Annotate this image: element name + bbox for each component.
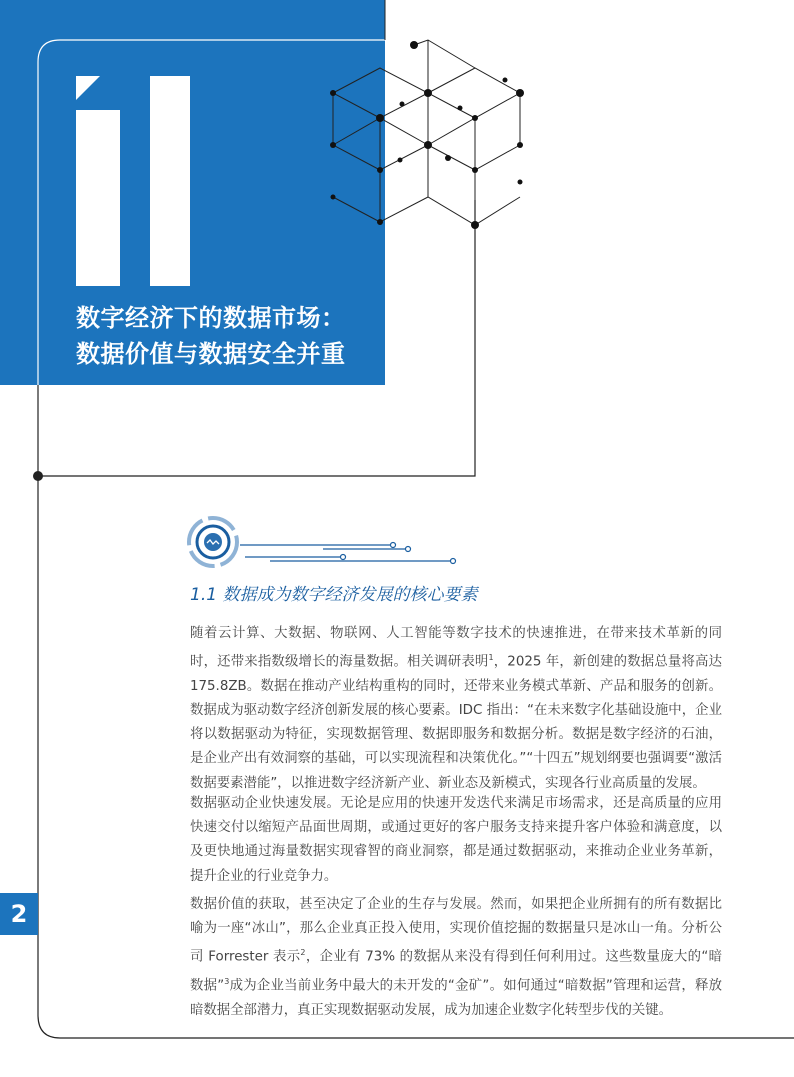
chapter-title-line1: 数字经济下的数据市场： <box>76 304 346 332</box>
footnote-ref[interactable]: 2 <box>300 948 306 958</box>
network-cube-graphic <box>333 40 520 225</box>
paragraph-text: 随着云计算、大数据、物联网、人工智能等数字技术的快速推进，在带来技术革新的同时，还带来指数级增长的海量数据。相关调研表明 <box>190 626 722 670</box>
chapter-title-line2: 数据价值与数据安全并重 <box>76 340 346 368</box>
paragraph-text: ，企业有 73% 的数据从来没有得到任何利用过。这些数量庞大的“暗数据” <box>190 949 722 994</box>
page-number: 2 <box>0 893 38 935</box>
paragraph-text: 数据驱动企业快速发展。无论是应用的快速开发迭代来满足市场需求，还是高质量的应用快速交付以缩短产品面世周期，或通过更好的客户服务支持来提升客户体验和满意度，以及更快地通过海量数据实现睿智的商业洞察，都是通过数据驱动，来推动企业业务革新，提升企业的行业竞争力。 <box>190 796 722 884</box>
paragraph-text: ，2025 年，新创建的数据总量将高达 175.8ZB。数据在推动产业结构重构的同时，还带来业务模式革新、产品和服务的创新。数据成为驱动数字经济创新发展的核心要素。IDC 指出：“在未来数字化基础设施中，企业将以数据驱动为特征，实现数据管理、数据即服务和数据分析。数据是数字经济的石油，是企业产出有效洞察的基础，可以实现流程和决策优化。”“十四五”规划纲要也强调要“激活数据要素潜能”，以推进数字经济新产业、新业态及新模式，实现各行业高质量的发展。 <box>190 654 722 791</box>
paragraph-text: 成为企业当前业务中最大的未开发的“金矿”。如何通过“暗数据”管理和运营，释放暗数据全部潜力，真正实现数据驱动发展，成为加速企业数字化转型步伐的关键。 <box>190 978 723 1018</box>
footnote-ref[interactable]: 3 <box>224 977 230 987</box>
paragraph-2 <box>190 792 722 889</box>
section-title: 1.1 数据成为数字经济发展的核心要素 <box>190 585 478 605</box>
paragraph-text: 数据价值的获取，甚至决定了企业的生存与发展。然而，如果把企业所拥有的所有数据比喻为一座“冰山”，那么企业真正投入使用，实现价值挖掘的数据量只是冰山一角。分析公司 Forrester 表示 <box>190 897 722 965</box>
paragraph-3 <box>190 893 722 1023</box>
footnote-ref[interactable]: 1 <box>488 653 494 663</box>
section-icon <box>185 512 465 572</box>
paragraph-1 <box>190 622 722 796</box>
